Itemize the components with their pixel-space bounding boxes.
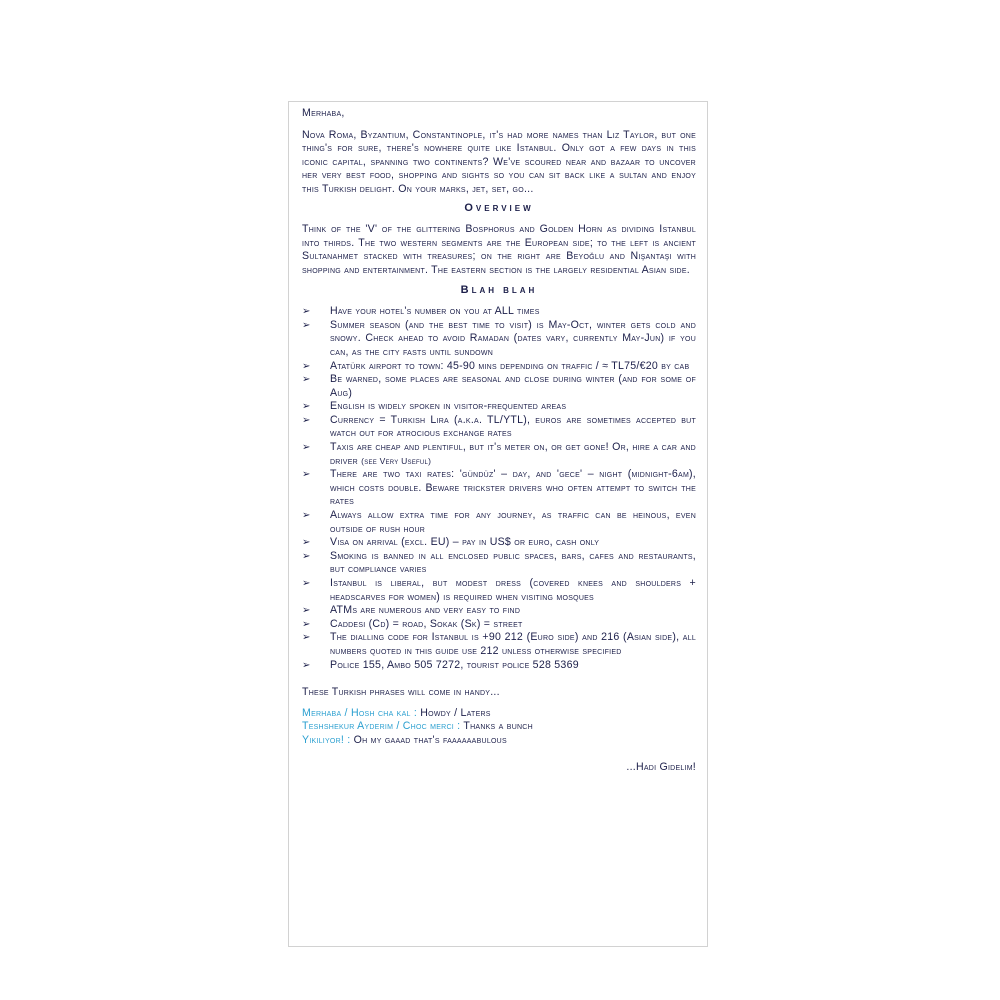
list-item: ➢ Caddesi (Cd) = road, Sokak (Sk) = street: [302, 617, 523, 630]
phrase-english: Thanks a bunch: [463, 720, 533, 733]
arrowhead-bullet-icon: ➢: [302, 374, 311, 386]
blah-heading: Blah blah: [460, 283, 538, 296]
greeting: Merhaba,: [302, 107, 345, 119]
taxi-note: (see Very Useful): [361, 455, 432, 466]
list-item: ➢ Taxis are cheap and plentiful, but it's meter on, or get gone! Or, hire a car and driver (see Very Useful): [302, 441, 696, 467]
arrowhead-bullet-icon: ➢: [302, 632, 311, 644]
tips-list: [302, 305, 696, 672]
arrowhead-bullet-icon: ➢: [302, 306, 311, 318]
arrowhead-bullet-icon: ➢: [302, 605, 311, 617]
list-item: ➢ ATMs are numerous and very easy to find: [302, 604, 521, 617]
list-item: ➢ Summer season (and the best time to visit) is May-Oct, winter gets cold and snowy. Check ahead to avoid Ramadan (dates vary, currently May-Jun) if you can, as the city fasts until sundown: [302, 318, 696, 358]
list-item: ➢ Police 155, Ambo 505 7272, tourist police 528 5369: [302, 658, 579, 671]
intro-paragraph: Nova Roma, Byzantium, Constantinople, it's had more names than Liz Taylor, but one thing's for sure, there's nowhere quite like Istanbul. Only got a few days in this iconic capital, spanning two continents? We've scoured near and bazaar to uncover her very best food, shopping and sights so you can sit back like a sultan and enjoy this Turkish delight. On your marks, jet, set, go...: [302, 128, 696, 195]
arrowhead-bullet-icon: ➢: [302, 537, 311, 549]
phrase-line: [302, 707, 696, 721]
phrase-turkish: Yikiliyor! :: [302, 733, 351, 746]
arrowhead-bullet-icon: ➢: [302, 401, 311, 413]
list-item: ➢ Always allow extra time for any journey, as traffic can be heinous, even outside of rush hour: [302, 509, 696, 535]
signoff: ...Hadi Gidelim!: [626, 760, 696, 773]
overview-paragraph: Think of the 'V' of the glittering Bosphorus and Golden Horn as dividing Istanbul into thirds. The two western segments are the European side; to the left is ancient Sultanahmet stacked with treasures; on the right are Beyoğlu and Nişantaşi with shopping and entertainment. The eastern section is the largely residential Asian side.: [302, 223, 696, 276]
list-item: ➢ Atatürk airport to town: 45-90 mins depending on traffic / ≈ TL75/€20 by cab: [302, 359, 690, 372]
list-item: ➢ Be warned, some places are seasonal and close during winter (and for some of Aug): [302, 373, 696, 399]
list-item: ➢ There are two taxi rates: 'gündüz' – day, and 'gece' – night (midnight-6am), which costs double. Beware trickster drivers who often attempt to switch the rates: [302, 468, 696, 508]
phrase-line: [302, 720, 696, 734]
phrase-english: Oh my gaaad that's faaaaaabulous: [353, 733, 507, 746]
list-item: ➢ Have your hotel's number on you at ALL times: [302, 305, 540, 318]
list-item: ➢ Visa on arrival (excl. EU) – pay in US$ or euro, cash only: [302, 536, 600, 549]
arrowhead-bullet-icon: ➢: [302, 469, 311, 481]
phrase-english: Howdy / Laters: [420, 706, 491, 719]
phrases-intro: These Turkish phrases will come in handy...: [302, 686, 500, 699]
arrowhead-bullet-icon: ➢: [302, 618, 311, 630]
phrase-turkish: Merhaba / Hosh cha kal :: [302, 706, 418, 719]
list-item: ➢ Istanbul is liberal, but modest dress (covered knees and shoulders + headscarves for women) is required when visiting mosques: [302, 577, 696, 603]
arrowhead-bullet-icon: ➢: [302, 578, 311, 589]
list-item: ➢ The dialling code for Istanbul is +90 212 (Euro side) and 216 (Asian side), all numbers quoted in this guide use 212 unless otherwise specified: [302, 631, 696, 657]
arrowhead-bullet-icon: ➢: [302, 360, 311, 372]
arrowhead-bullet-icon: ➢: [302, 550, 311, 562]
overview-heading: Overview: [464, 201, 534, 214]
arrowhead-bullet-icon: ➢: [302, 659, 311, 671]
arrowhead-bullet-icon: ➢: [302, 510, 311, 522]
list-item: ➢ Smoking is banned in all enclosed public spaces, bars, cafes and restaurants, but compliance varies: [302, 549, 696, 576]
list-item: ➢ English is widely spoken in visitor-frequented areas: [302, 400, 567, 413]
guide-card: [288, 101, 708, 947]
arrowhead-bullet-icon: ➢: [302, 414, 311, 426]
arrowhead-bullet-icon: ➢: [302, 442, 311, 454]
list-item: ➢ Currency = Turkish Lira (a.k.a. TL/YTL), euros are sometimes accepted but watch out for atrocious exchange rates: [302, 413, 696, 440]
phrase-turkish: Teshshekur Ayderim / Choc merci :: [302, 720, 461, 733]
arrowhead-bullet-icon: ➢: [302, 319, 311, 331]
phrase-line: [302, 734, 696, 748]
